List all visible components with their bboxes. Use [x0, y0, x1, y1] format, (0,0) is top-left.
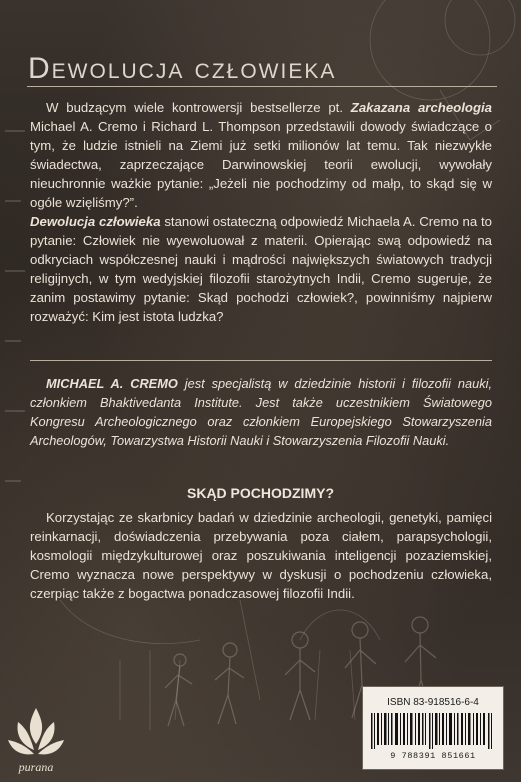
- intro-p2-part-1: stanowi ostateczną odpowiedź Michaela A. Cremo na to pytanie: Człowiek nie wyewoluował z materii. Opierając swą odpowiedź na odkryciach współczesnej nauki i mądrości największych światowych tradycji religijnych, w tym wedyjskiej filozofii starożytnych Indii, Cremo sugeruje, że zanim postawimy pytanie: Skąd pochodzi człowiek?, powinniśmy najpierw rozważyć: Kim jest istota ludzka?: [30, 214, 492, 324]
- title-divider: [27, 86, 497, 87]
- section-divider: [30, 360, 492, 361]
- intro-p1-part-2: Michael A. Cremo i Richard L. Thompson przedstawili dowody świadczące o tym, że ludzie istnieli na Ziemi już setki milionów lat temu. Tak niezwykłe świadectwa, zaprzeczające Darwinowskiej teorii ewolucji, wywołały nieuchronnie ważkie pytanie: „Jeżeli nie pochodzimy od małp, to skąd się w ogóle wzięliśmy?”.: [30, 119, 492, 210]
- intro-p1-book-title: Zakazana archeologia: [350, 100, 492, 115]
- closing-text: [30, 508, 492, 603]
- intro-text: [30, 98, 492, 326]
- author-bio: [30, 374, 492, 450]
- intro-p2-book-title: Dewolucja człowieka: [30, 214, 161, 229]
- barcode-icon: [371, 713, 495, 749]
- publisher-name: purana: [18, 760, 54, 774]
- barcode-label: [362, 686, 504, 770]
- intro-paragraph-2: [30, 212, 492, 326]
- barcode-number: 9 788391 851661: [390, 751, 476, 761]
- section-heading: SKĄD POCHODZIMY?: [187, 485, 334, 501]
- author-bio-text: jest specjalistą w dziedzinie historii i filozofii nauki, członkiem Bhaktivedanta Institute. Jest także uczestnikiem Światowego Kongresu Archeologicznego oraz członkiem Europejskiego Stowarzyszenia Archeologów, Towarzystwa Historii Nauki i Stowarzyszenia Filozofii Nauki.: [30, 376, 492, 448]
- author-name: MICHAEL A. CREMO: [46, 376, 178, 391]
- book-title: Dewolucja człowieka: [28, 52, 337, 85]
- isbn-text: ISBN 83-918516-6-4: [387, 697, 479, 708]
- author-bio-paragraph: [30, 374, 492, 450]
- intro-p1-part-1: W budzącym wiele kontrowersji bestsellerze pt.: [46, 100, 351, 115]
- closing-paragraph: Korzystając ze skarbnicy badań w dziedzinie archeologii, genetyki, pamięci reinkarnacji, doświadczenia przebywania poza ciałem, parapsychologii, kosmologii międzykulturowej oraz poszukiwania inteligencji pozaziemskiej, Cremo wyznacza nowe perspektywy w dyskusji o pochodzeniu człowieka, czerpiąc także z bogactwa ponadczasowej filozofii Indii.: [30, 510, 492, 601]
- intro-paragraph-1: [30, 98, 492, 212]
